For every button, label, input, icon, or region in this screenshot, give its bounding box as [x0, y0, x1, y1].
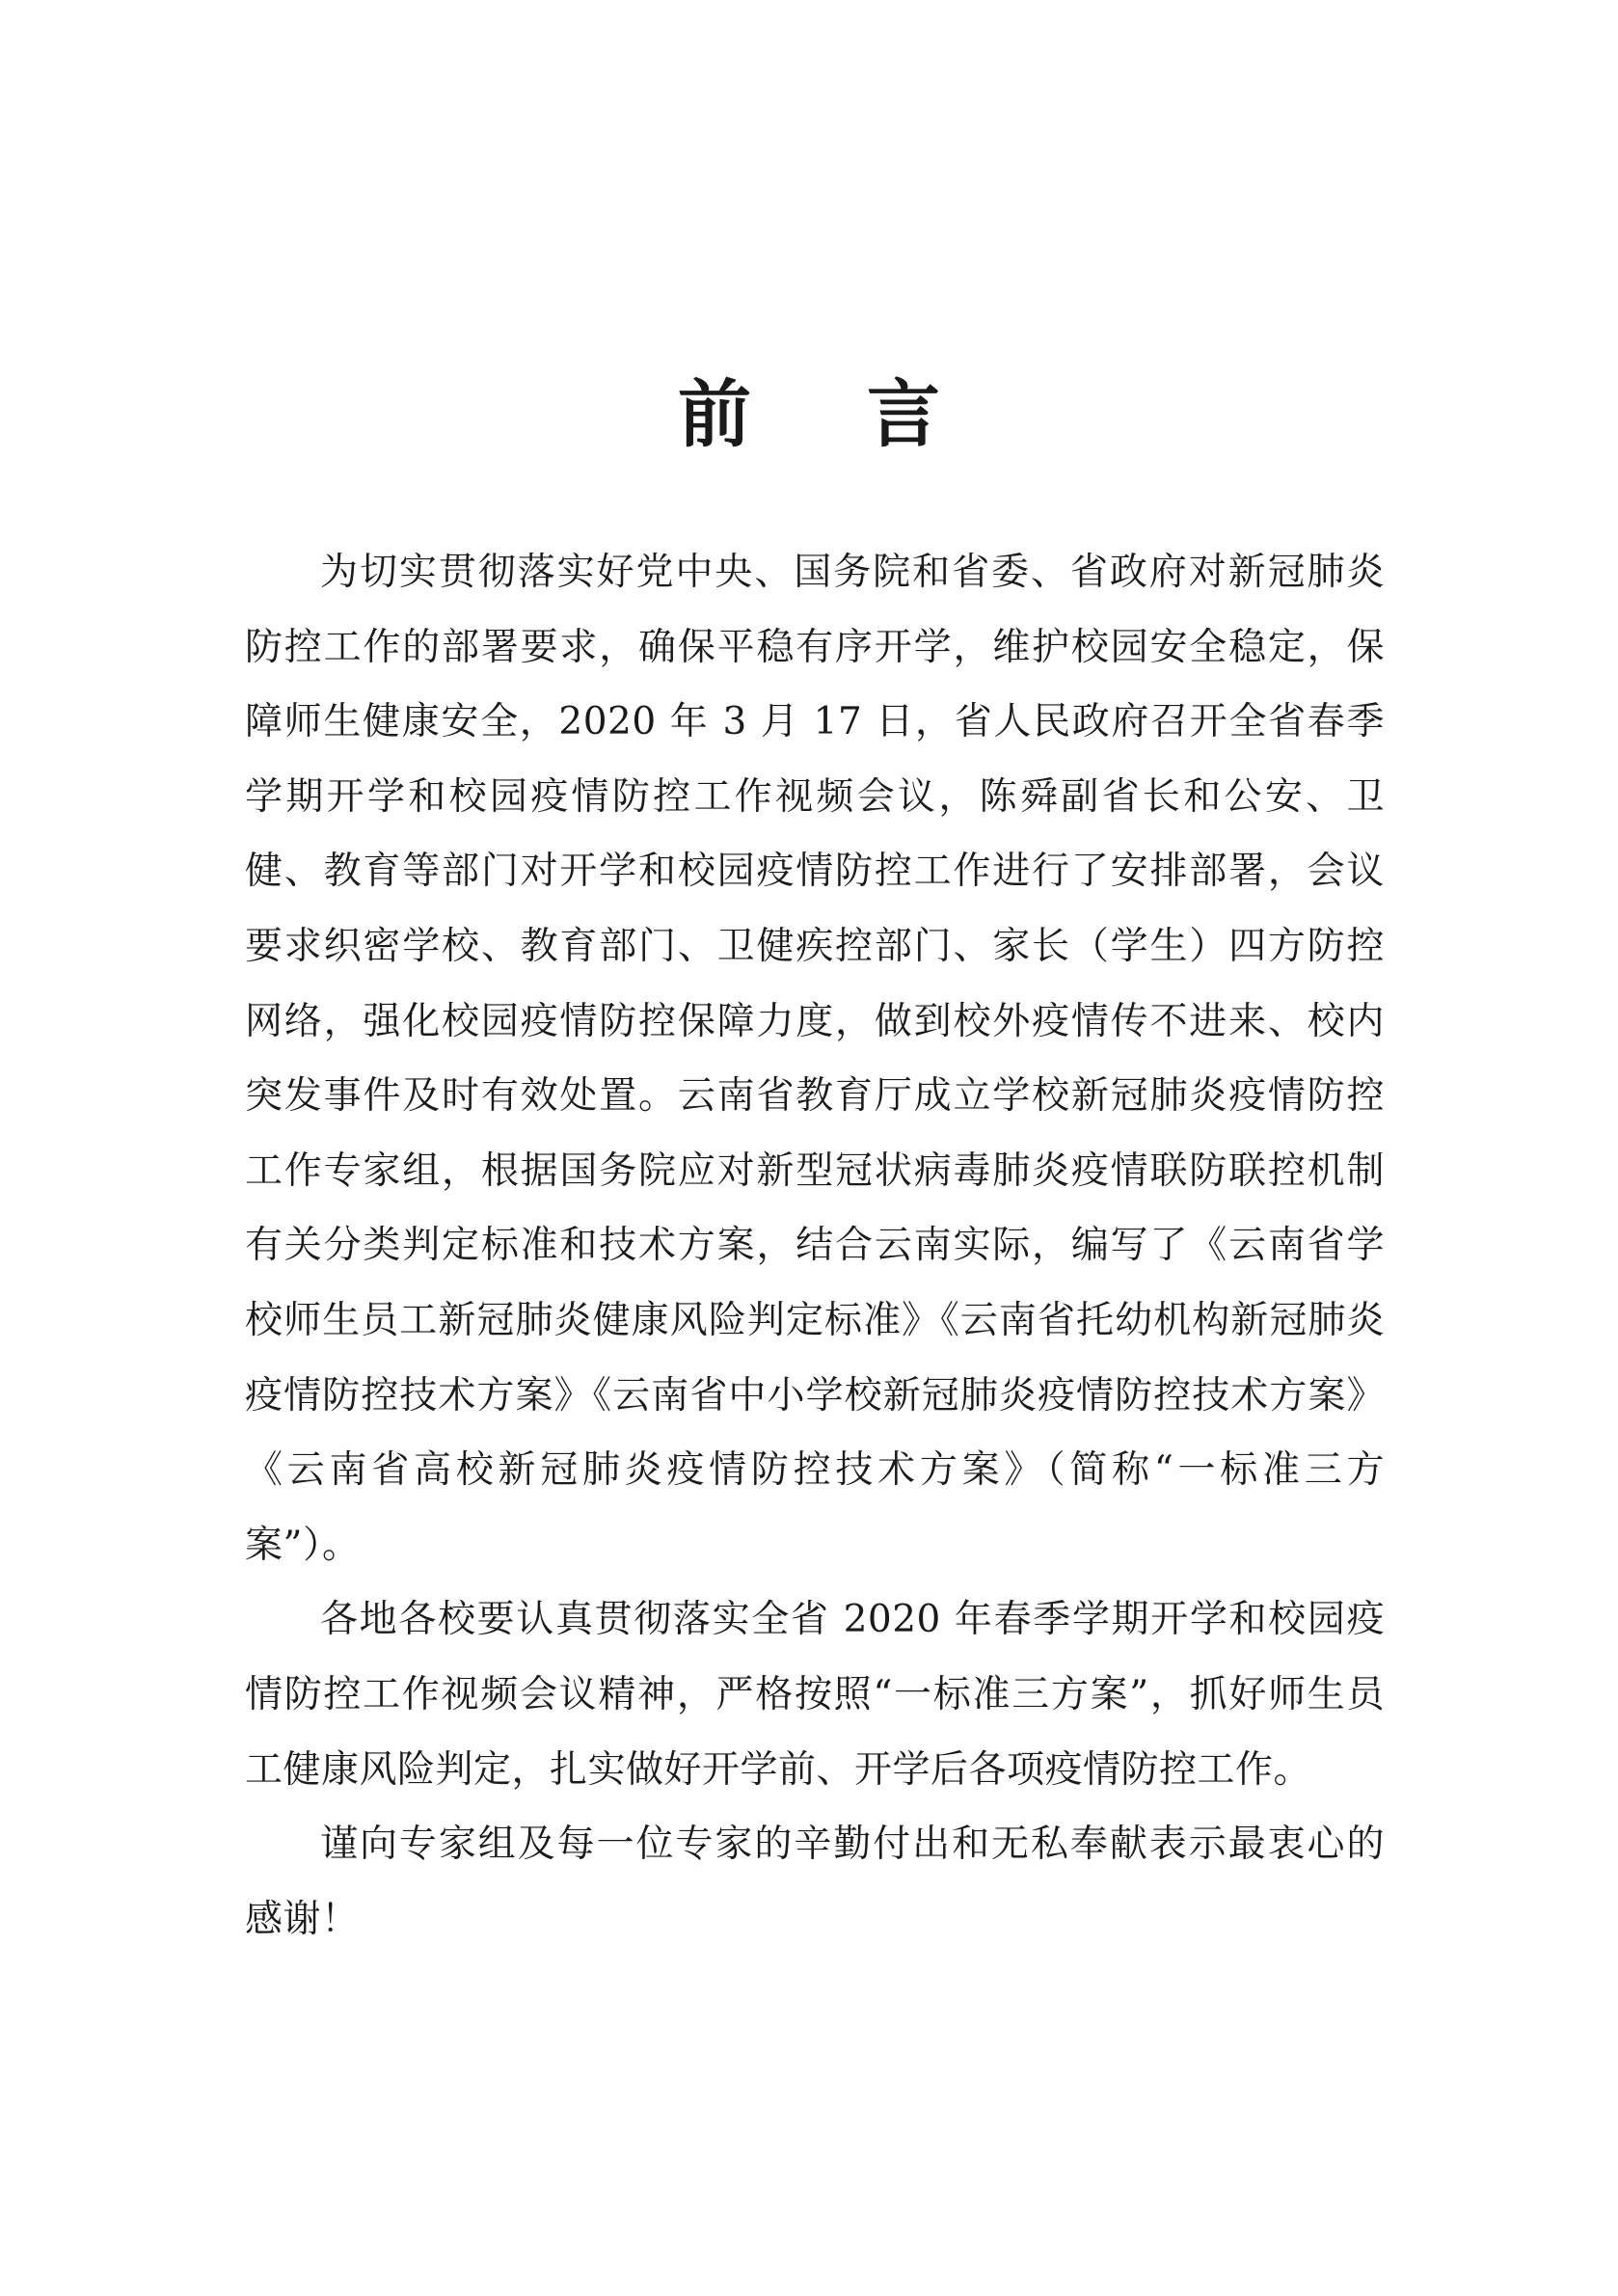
page-title — [0, 366, 1618, 463]
title-char-1: 前 — [678, 371, 751, 457]
preface-body — [245, 535, 1385, 1957]
title-char-2: 言 — [867, 371, 940, 457]
paragraph-1: 为切实贯彻落实好党中央、国务院和省委、省政府对新冠肺炎防控工作的部署要求，确保平稳有序开学，维护校园安全稳定，保障师生健康安全，2020 年 3 月 17 日，省人民政府召开全省春季学期开学和校园疫情防控工作视频会议，陈舜副省长和公安、卫健、教育等部门对开学和校园疫情防控工作进行了安排部署，会议要求织密学校、教育部门、卫健疾控部门、家长（学生）四方防控网络，强化校园疫情防控保障力度，做到校外疫情传不进来、校内突发事件及时有效处置。云南省教育厅成立学校新冠肺炎疫情防控工作专家组，根据国务院应对新型冠状病毒肺炎疫情联防联控机制有关分类判定标准和技术方案，结合云南实际，编写了《云南省学校师生员工新冠肺炎健康风险判定标准》《云南省托幼机构新冠肺炎疫情防控技术方案》《云南省中小学校新冠肺炎疫情防控技术方案》《云南省高校新冠肺炎疫情防控技术方案》（简称“一标准三方案”）。 — [245, 551, 1385, 1567]
paragraph-2: 各地各校要认真贯彻落实全省 2020 年春季学期开学和校园疫情防控工作视频会议精神，严格按照“一标准三方案”，抓好师生员工健康风险判定，扎实做好开学前、开学后各项疫情防控工作。 — [245, 1598, 1385, 1792]
paragraph-3: 谨向专家组及每一位专家的辛勤付出和无私奉献表示最衷心的感谢！ — [245, 1823, 1385, 1941]
